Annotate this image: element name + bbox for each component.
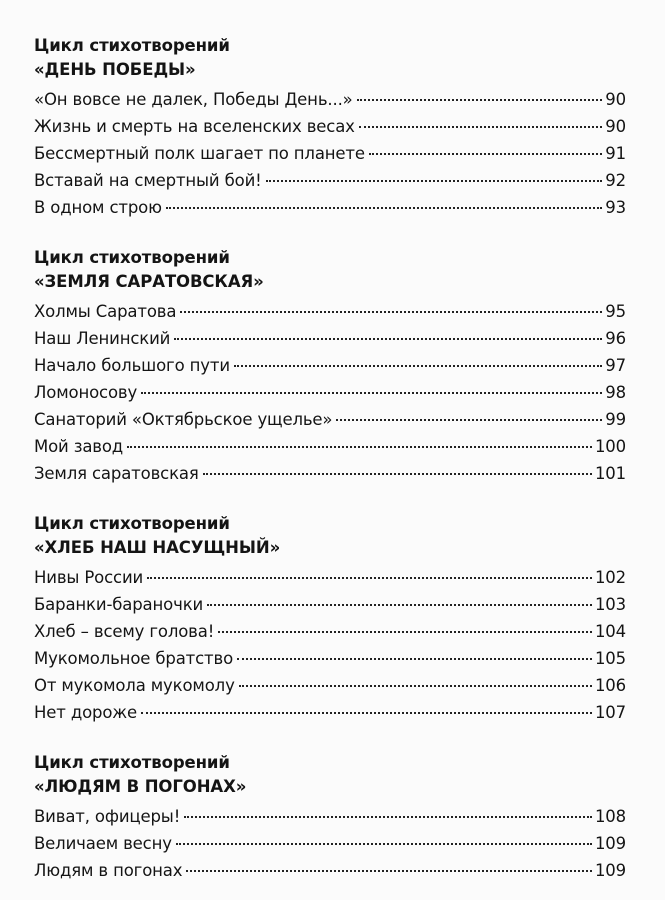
entry-title: Нет дороже xyxy=(34,703,138,722)
toc-entry xyxy=(34,803,626,830)
entry-title: Хлеб – всему голова! xyxy=(34,622,215,641)
dot-leader xyxy=(186,870,592,872)
toc-entry xyxy=(34,298,626,325)
dot-leader xyxy=(147,577,592,579)
toc-entry xyxy=(34,699,626,726)
entry-title: Санаторий «Октябрьское ущелье» xyxy=(34,410,333,429)
entry-page: 100 xyxy=(594,437,626,456)
toc-entry xyxy=(34,194,626,221)
entry-page: 90 xyxy=(605,117,626,136)
section-heading xyxy=(34,34,626,82)
entry-title: Наш Ленинский xyxy=(34,329,171,348)
dot-leader xyxy=(237,658,592,660)
entry-page: 97 xyxy=(605,356,626,375)
toc-entry xyxy=(34,645,626,672)
toc-entry xyxy=(34,591,626,618)
entry-title: Нивы России xyxy=(34,568,144,587)
toc-entry xyxy=(34,113,626,140)
dot-leader xyxy=(127,446,592,448)
toc-entry xyxy=(34,433,626,460)
dot-leader xyxy=(218,631,592,633)
section-heading xyxy=(34,512,626,560)
section-heading-title: «ХЛЕБ НАШ НАСУЩНЫЙ» xyxy=(34,538,281,557)
toc-section-lyudyam-v-pogonah xyxy=(34,751,626,884)
section-heading xyxy=(34,751,626,799)
entry-page: 95 xyxy=(605,302,626,321)
entry-page: 92 xyxy=(605,171,626,190)
section-heading xyxy=(34,246,626,294)
dot-leader xyxy=(141,712,592,714)
toc-entry xyxy=(34,167,626,194)
entry-page: 105 xyxy=(594,649,626,668)
toc-entry xyxy=(34,406,626,433)
entry-title: Мой завод xyxy=(34,437,124,456)
entry-list xyxy=(34,564,626,726)
dot-leader xyxy=(369,153,602,155)
entry-page: 104 xyxy=(594,622,626,641)
dot-leader xyxy=(176,843,592,845)
toc-section-den-pobedy xyxy=(34,34,626,221)
entry-page: 98 xyxy=(605,383,626,402)
section-heading-cycle: Цикл стихотворений xyxy=(34,514,230,533)
entry-title: Людям в погонах xyxy=(34,861,183,880)
toc-entry xyxy=(34,672,626,699)
toc-entry xyxy=(34,86,626,113)
entry-page: 103 xyxy=(594,595,626,614)
entry-title: «Он вовсе не далек, Победы День...» xyxy=(34,90,353,109)
entry-title: Начало большого пути xyxy=(34,356,230,375)
toc-entry xyxy=(34,379,626,406)
dot-leader xyxy=(357,99,603,101)
section-heading-cycle: Цикл стихотворений xyxy=(34,36,230,55)
entry-list xyxy=(34,86,626,221)
toc-entry xyxy=(34,460,626,487)
dot-leader xyxy=(203,473,592,475)
entry-title: Виват, офицеры! xyxy=(34,807,181,826)
toc-entry xyxy=(34,140,626,167)
entry-page: 101 xyxy=(594,464,626,483)
entry-title: Величаем весну xyxy=(34,834,172,853)
entry-page: 107 xyxy=(594,703,626,722)
section-heading-title: «ЛЮДЯМ В ПОГОНАХ» xyxy=(34,777,247,796)
dot-leader xyxy=(174,338,602,340)
table-of-contents xyxy=(34,34,626,884)
toc-entry xyxy=(34,564,626,591)
toc-entry xyxy=(34,857,626,884)
toc-entry xyxy=(34,325,626,352)
toc-entry xyxy=(34,618,626,645)
dot-leader xyxy=(141,392,602,394)
dot-leader xyxy=(359,126,603,128)
entry-title: От мукомола мукомолу xyxy=(34,676,235,695)
entry-title: Мукомольное братство xyxy=(34,649,234,668)
toc-section-zemlya-saratovskaya xyxy=(34,246,626,487)
toc-section-hleb-nash-nasushchny xyxy=(34,512,626,726)
entry-page: 96 xyxy=(605,329,626,348)
entry-page: 102 xyxy=(594,568,626,587)
entry-title: Земля саратовская xyxy=(34,464,199,483)
dot-leader xyxy=(239,685,592,687)
dot-leader xyxy=(266,180,603,182)
dot-leader xyxy=(234,365,602,367)
entry-page: 93 xyxy=(605,198,626,217)
entry-title: Вставай на смертный бой! xyxy=(34,171,262,190)
dot-leader xyxy=(207,604,592,606)
entry-title: Баранки-бараночки xyxy=(34,595,204,614)
entry-list xyxy=(34,298,626,487)
entry-page: 90 xyxy=(605,90,626,109)
section-heading-cycle: Цикл стихотворений xyxy=(34,248,230,267)
entry-page: 108 xyxy=(594,807,626,826)
section-heading-title: «ЗЕМЛЯ САРАТОВСКАЯ» xyxy=(34,272,264,291)
dot-leader xyxy=(336,419,602,421)
entry-title: Жизнь и смерть на вселенских весах xyxy=(34,117,355,136)
entry-title: Ломоносову xyxy=(34,383,138,402)
entry-page: 91 xyxy=(605,144,626,163)
section-heading-cycle: Цикл стихотворений xyxy=(34,753,230,772)
section-heading-title: «ДЕНЬ ПОБЕДЫ» xyxy=(34,60,196,79)
entry-page: 99 xyxy=(605,410,626,429)
dot-leader xyxy=(184,816,592,818)
toc-entry xyxy=(34,830,626,857)
entry-page: 106 xyxy=(594,676,626,695)
dot-leader xyxy=(180,311,602,313)
toc-entry xyxy=(34,352,626,379)
entry-page: 109 xyxy=(594,834,626,853)
entry-title: В одном строю xyxy=(34,198,162,217)
dot-leader xyxy=(166,207,602,209)
entry-title: Бессмертный полк шагает по планете xyxy=(34,144,365,163)
entry-page: 109 xyxy=(594,861,626,880)
entry-list xyxy=(34,803,626,884)
entry-title: Холмы Саратова xyxy=(34,302,177,321)
